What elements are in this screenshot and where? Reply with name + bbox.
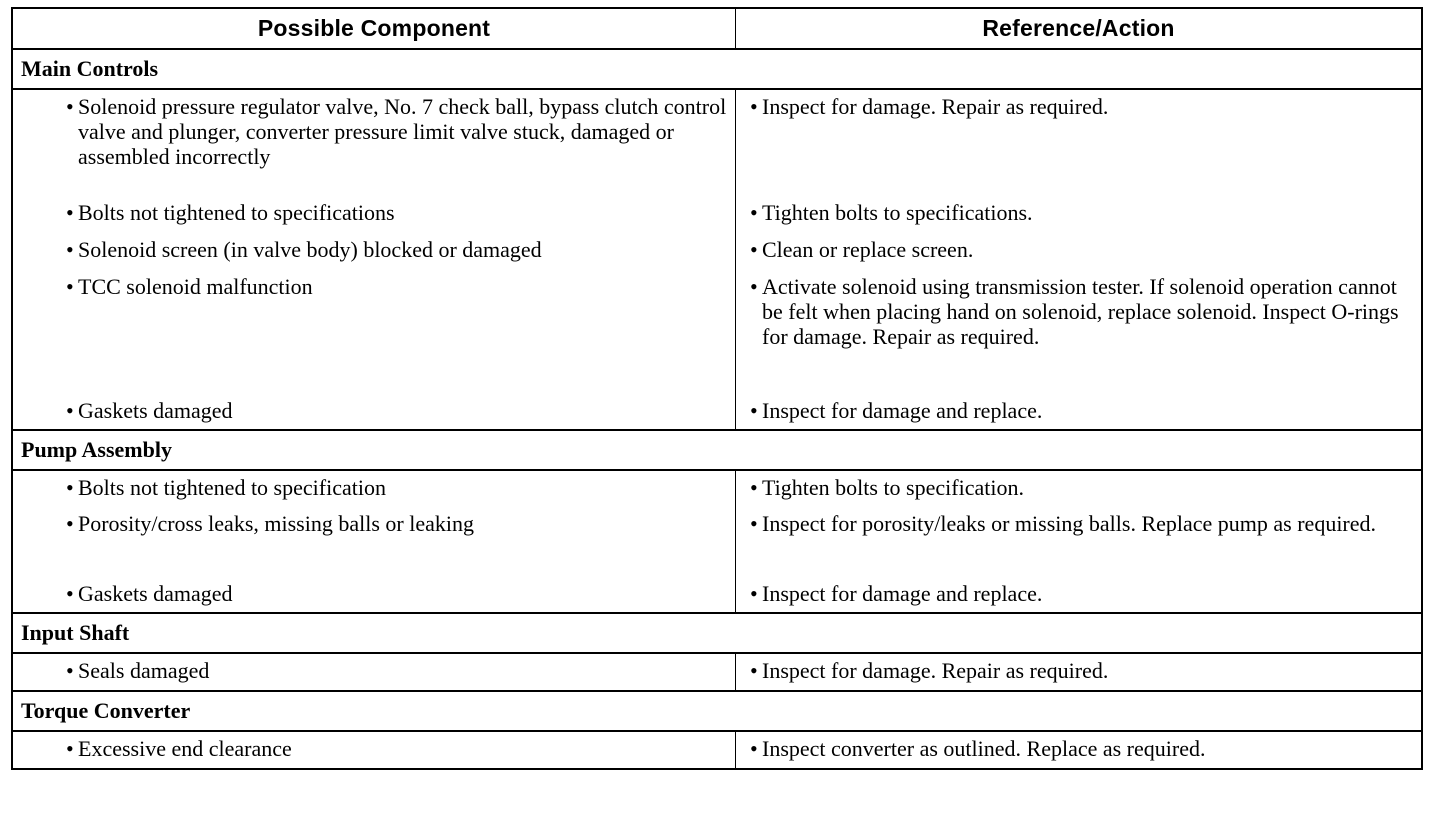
list-item [750,237,1415,274]
bullet: • [750,94,758,119]
bullet: • [66,475,74,500]
component-text: TCC solenoid malfunction [78,274,313,299]
action-column [736,654,1421,690]
section-title-input-shaft: Input Shaft [13,614,1421,654]
component-column [13,90,736,429]
component-column [13,471,736,612]
header-reference-action: Reference/Action [982,15,1175,41]
bullet: • [750,511,758,536]
component-text: Seals damaged [78,658,210,683]
action-text: Inspect converter as outlined. Replace as required. [762,736,1206,761]
component-column [13,732,736,768]
component-column [13,654,736,690]
list-item [750,200,1415,237]
component-text: Bolts not tightened to specifications [78,200,395,225]
section-body-input-shaft [13,654,1421,692]
bullet: • [66,94,74,119]
list-item [750,581,1415,608]
bullet: • [66,658,74,683]
list-item [750,736,1415,764]
action-text: Tighten bolts to specification. [762,475,1024,500]
section-title-main-controls: Main Controls [13,50,1421,90]
component-text: Bolts not tightened to specification [78,475,386,500]
component-text: Excessive end clearance [78,736,292,761]
section-title-pump-assembly: Pump Assembly [13,431,1421,471]
list-item [66,237,735,274]
list-item [66,274,735,398]
action-text: Tighten bolts to specifications. [762,200,1033,225]
list-item [66,658,735,686]
bullet: • [750,274,758,299]
bullet: • [750,237,758,262]
bullet: • [66,511,74,536]
bullet: • [66,736,74,761]
section-title-torque-converter: Torque Converter [13,692,1421,732]
list-item [66,94,735,200]
list-item [750,94,1415,200]
list-item [750,398,1415,425]
table-header [13,9,1421,50]
list-item [750,274,1415,398]
bullet: • [750,658,758,683]
list-item [66,398,735,425]
list-item [66,475,735,511]
bullet: • [66,274,74,299]
list-item [66,736,735,764]
section-body-torque-converter [13,732,1421,768]
bullet: • [750,398,758,423]
bullet: • [750,475,758,500]
list-item [66,200,735,237]
list-item [66,511,735,581]
action-text: Inspect for damage. Repair as required. [762,94,1109,119]
section-body-main-controls [13,90,1421,431]
component-text: Solenoid pressure regulator valve, No. 7 check ball, bypass clutch control valve and plunger, converter pressure limit valve stuck, damaged or assembled incorrectly [78,94,727,169]
action-column [736,732,1421,768]
action-text: Activate solenoid using transmission tester. If solenoid operation cannot be felt when placing hand on solenoid, replace solenoid. Inspect O-rings for damage. Repair as required. [762,274,1399,349]
list-item [66,581,735,608]
header-possible-component: Possible Component [13,9,736,48]
bullet: • [750,200,758,225]
section-body-pump-assembly [13,471,1421,614]
component-text: Gaskets damaged [78,581,233,606]
component-text: Solenoid screen (in valve body) blocked or damaged [78,237,542,262]
action-text: Clean or replace screen. [762,237,974,262]
bullet: • [750,736,758,761]
action-text: Inspect for damage and replace. [762,581,1043,606]
list-item [750,658,1415,686]
action-column [736,90,1421,429]
bullet: • [66,581,74,606]
bullet: • [66,398,74,423]
action-text: Inspect for damage. Repair as required. [762,658,1109,683]
bullet: • [66,200,74,225]
list-item [750,475,1415,511]
component-text: Porosity/cross leaks, missing balls or leaking [78,511,474,536]
action-column [736,471,1421,612]
component-text: Gaskets damaged [78,398,233,423]
diagnosis-table [11,7,1423,770]
list-item [750,511,1415,581]
bullet: • [66,237,74,262]
action-text: Inspect for porosity/leaks or missing balls. Replace pump as required. [762,511,1377,536]
bullet: • [750,581,758,606]
action-text: Inspect for damage and replace. [762,398,1043,423]
